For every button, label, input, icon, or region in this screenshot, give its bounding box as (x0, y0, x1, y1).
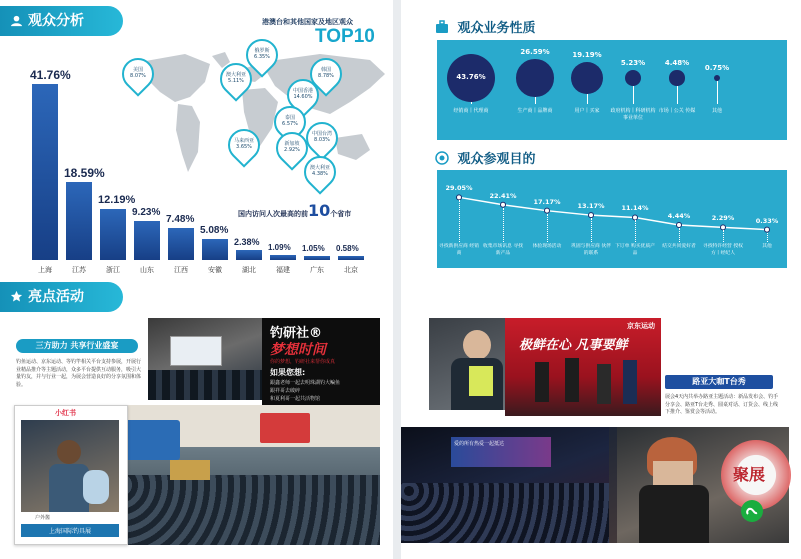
promo-sub: 你的梦想，钓研社来帮你成真 (270, 359, 336, 365)
audience-icon (10, 14, 23, 27)
map-pin-name: 澳大利亚 (225, 72, 246, 78)
bar-value-label: 12.19% (98, 193, 136, 206)
map-pin-name: 俄罗斯 (254, 48, 270, 54)
promo-headline: 梦想时间 (270, 342, 326, 358)
banner-slogan: 极鲜在心 凡事要鲜 (519, 338, 628, 353)
purpose-point (589, 213, 594, 218)
purpose-category-label: 寻找新供应商 经销商 (439, 244, 479, 256)
purpose-line-panel (437, 170, 787, 268)
business-bubble-panel (437, 40, 787, 140)
purpose-value-label: 29.05% (445, 184, 473, 193)
bar-category-label: 北京 (344, 266, 358, 274)
bubble-value-label: 26.59% (520, 48, 550, 57)
bar-5 (202, 239, 228, 260)
section-header-highlights (0, 282, 123, 312)
purpose-point (721, 225, 726, 230)
purpose-leader-line (547, 214, 548, 242)
banner-brand: 京东运动 (627, 322, 655, 330)
province-bar-chart (30, 30, 370, 274)
right-page (401, 0, 801, 559)
bar-1 (66, 182, 92, 260)
map-title-line1: 港澳台和其他国家及地区观众 (262, 18, 353, 26)
purpose-leader-line (591, 218, 592, 242)
event-photo-stage (148, 318, 276, 400)
map-pin-name: 中国台湾 (311, 131, 332, 137)
bar-value-label: 41.76% (30, 67, 71, 82)
mini-program-glyph-icon (741, 500, 763, 522)
business-section-title (435, 17, 536, 36)
map-pin-pct: 3.65% (236, 144, 252, 150)
event-photo-jd-stage (505, 318, 661, 416)
bar-value-label: 1.05% (302, 243, 325, 253)
purpose-leader-line (635, 220, 636, 242)
bar-category-label: 福建 (276, 266, 290, 274)
bubble-value-label: 43.76% (456, 73, 486, 81)
bubble-value-label: 5.23% (620, 58, 646, 67)
frame-brand: 小红书 (55, 409, 76, 417)
map-pin-name: 马来西亚 (233, 138, 254, 144)
screen-text: 爱的所有热爱一起抵达 (454, 441, 505, 447)
purpose-leader-line (723, 230, 724, 242)
purpose-leader-line (503, 208, 504, 242)
purpose-value-label: 22.41% (489, 191, 517, 200)
bar-9 (338, 256, 364, 260)
purpose-title: 观众参观目的 (457, 152, 536, 167)
purpose-point (457, 195, 462, 200)
purpose-category-label: 巩固与供应商 伙伴的联系 (571, 244, 611, 256)
purpose-category-label: 结交共同爱好者 (662, 244, 696, 249)
mini-program-icon (741, 500, 763, 522)
road-show-text: 展会4天内共举办路亚主题活动：新品发布会、钓手分享会、路亚T台走秀、圆桌对话、订货会、线上线下推介、鉴赏会等活动。 (665, 394, 779, 415)
bar-value-label: 2.38% (234, 236, 260, 247)
promo-line-1: 跟鑫老师一起去明珠湖钓大鳊鱼 (270, 380, 341, 386)
map-pin-pct: 2.92% (284, 147, 300, 153)
highlights-title: 亮点活动 (28, 289, 84, 305)
briefcase-icon (435, 20, 449, 34)
map-pin-pct: 8.78% (318, 73, 334, 79)
bubble-leader-line (535, 97, 536, 104)
frame-caption: 上海国际钓具展 (21, 524, 119, 537)
bar-7 (270, 255, 296, 260)
purpose-point (765, 227, 770, 232)
purpose-value-label: 17.17% (533, 197, 561, 206)
bubble-category-label: 生产商丨品牌商 (517, 108, 553, 114)
promo-brand: 钓研社® (270, 326, 323, 341)
activity-text: 钓鱼运动、京东运动、等钓竿相关平台支持参展，开展行业精品推介等主题活动，众多平台提供互动服务，吸引大量钓友，并与行业一起，为展会营造良好的分享氛围和体验。 (16, 359, 142, 388)
purpose-value-label: 2.29% (711, 214, 735, 223)
top10-caption-b: 个省市 (330, 210, 352, 218)
bubble-leader-line (633, 86, 634, 104)
target-icon (435, 151, 449, 165)
bubble-category-label: 用户丨买家 (574, 108, 600, 114)
map-pin-pct: 4.38% (312, 171, 328, 177)
left-page (0, 0, 393, 559)
bar-4 (168, 228, 194, 260)
bar-category-label: 江苏 (72, 266, 86, 274)
purpose-category-label: 下订单 购买优质产品 (615, 244, 655, 256)
bubble-leader-line (677, 86, 678, 104)
bar-category-label: 湖北 (242, 266, 256, 274)
photo-frame-card (14, 405, 128, 545)
map-pin-name: 韩国 (320, 67, 331, 73)
road-show-badge: 路亚大咖T台秀 (665, 375, 773, 389)
map-pin-pct: 6.35% (254, 54, 270, 60)
promo-question: 如果您想: (270, 368, 306, 377)
bar-category-label: 山东 (140, 266, 154, 274)
event-photo-stage-screen (401, 427, 609, 543)
bar-value-label: 0.58% (336, 244, 359, 253)
map-pin-pct: 8.07% (130, 73, 146, 79)
promo-line-3: 和夏利哥一起共活物馆 (270, 396, 321, 402)
map-title-top10: TOP10 (315, 26, 375, 47)
bar-value-label: 9.23% (132, 207, 161, 219)
map-pin-pct: 8.03% (314, 137, 330, 143)
bar-2 (100, 209, 126, 260)
bubble-category-label: 政府机构丨科研机构 事业单位 (610, 108, 656, 121)
bubble-value-label: 4.48% (664, 59, 690, 68)
purpose-leader-line (767, 233, 768, 242)
bar-8 (304, 256, 330, 260)
stamp-text: 聚展 (733, 465, 766, 484)
purpose-category-label: 体验现场活动 (532, 244, 562, 249)
bar-0 (32, 84, 58, 260)
bar-category-label: 安徽 (208, 266, 222, 274)
bar-category-label: 浙江 (106, 266, 120, 274)
map-pin-name: 泰国 (284, 115, 295, 121)
section-title: 观众分析 (28, 13, 84, 29)
top10-caption-num: 10 (308, 201, 331, 220)
top10-caption-a: 国内访问人次最高的前 (238, 210, 308, 218)
purpose-category-label: 寻找特许经营 授权方丨经纪人 (703, 244, 743, 256)
bubble-value-label: 0.75% (704, 63, 730, 72)
bubble-category-label: 经销商丨代理商 (453, 108, 489, 114)
frame-user: 户外酱 (35, 515, 51, 521)
purpose-leader-line (679, 228, 680, 242)
map-pin-pct: 5.11% (228, 78, 244, 84)
purpose-section-title (435, 148, 536, 167)
purpose-category-label: 收集市场讯息 寻找新产品 (483, 244, 523, 256)
bubble-2 (571, 62, 603, 94)
purpose-category-label: 其他 (762, 244, 772, 249)
purpose-leader-line (459, 200, 460, 242)
bar-6 (236, 250, 262, 260)
bubble-4 (669, 70, 684, 85)
bar-3 (134, 221, 160, 260)
map-pin-name: 美国 (132, 67, 143, 73)
bar-category-label: 上海 (38, 266, 52, 274)
star-icon (10, 290, 23, 303)
bubble-leader-line (587, 94, 588, 104)
bubble-leader-line (471, 102, 472, 104)
promo-line-2: 跟祥哥去破碎 (270, 388, 301, 394)
bubble-value-label: 19.19% (572, 51, 602, 60)
purpose-value-label: 13.17% (577, 202, 605, 211)
map-pin-pct: 6.57% (282, 121, 298, 127)
purpose-value-label: 4.44% (667, 212, 691, 220)
purpose-point (501, 202, 506, 207)
bubble-1 (516, 59, 553, 96)
purpose-value-label: 11.14% (621, 204, 649, 213)
map-pin-pct: 14.60% (293, 94, 313, 100)
bubble-leader-line (717, 81, 718, 104)
map-pin-name: 中国香港 (292, 88, 313, 94)
bar-value-label: 18.59% (64, 165, 105, 180)
purpose-value-label: 0.33% (755, 216, 779, 225)
purpose-point (633, 215, 638, 220)
purpose-point (677, 223, 682, 228)
purpose-point (545, 208, 550, 213)
map-pin-name: 新加坡 (284, 141, 300, 147)
bubble-3 (625, 70, 642, 87)
bar-value-label: 7.48% (166, 214, 195, 226)
map-pin-name: 澳大利亚 (309, 165, 330, 171)
bar-value-label: 5.08% (200, 224, 229, 236)
bar-category-label: 广东 (310, 266, 324, 274)
business-title: 观众业务性质 (457, 21, 536, 36)
bar-category-label: 江西 (174, 266, 188, 274)
activity-badge: 三方助力 共享行业盛宴 (16, 339, 138, 353)
promo-card (262, 318, 380, 406)
bubble-category-label: 其他 (711, 108, 722, 114)
bar-value-label: 1.09% (268, 243, 291, 253)
bubble-category-label: 市场丨公关 传媒 (658, 108, 696, 114)
event-photo-crowd (110, 405, 380, 545)
